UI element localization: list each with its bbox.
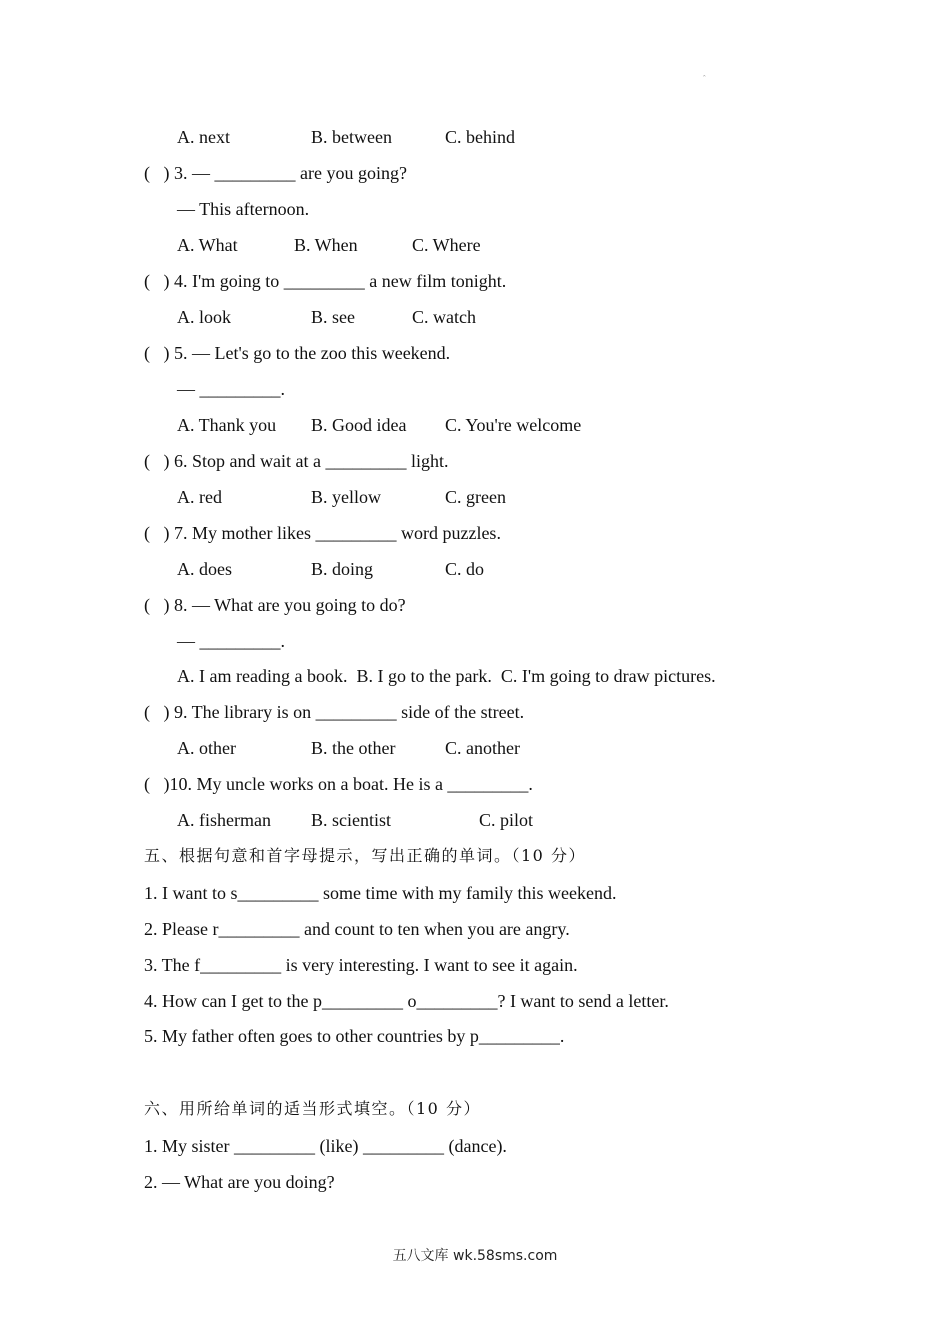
q2-option-c: C. behind [445, 127, 515, 147]
q7-option-c: C. do [445, 559, 485, 579]
section5-item-1: 1. I want to s_________ some time with my family this weekend. [144, 883, 617, 903]
q3-stem: ( ) 3. — _________ are you going? [144, 163, 407, 183]
section5-title: 五、根据句意和首字母提示，写出正确的单词。（10 分） [144, 846, 586, 865]
q7-option-a: A. does [177, 559, 232, 579]
q6-option-b: B. yellow [311, 487, 381, 507]
q9-stem: ( ) 9. The library is on _________ side of the street. [144, 702, 525, 722]
header-mark: ˆ [703, 74, 706, 83]
q2-option-b: B. between [311, 127, 392, 147]
q4-option-a: A. look [177, 307, 231, 327]
q3-option-a: A. What [177, 235, 238, 255]
q5-option-a: A. Thank you [177, 415, 277, 435]
q10-option-b: B. scientist [311, 810, 391, 830]
section5-item-2: 2. Please r_________ and count to ten when you are angry. [144, 919, 570, 939]
section5-item-5: 5. My father often goes to other countries by p_________. [144, 1026, 565, 1046]
section5-item-4: 4. How can I get to the p_________ o_________? I want to send a letter. [144, 991, 669, 1011]
q8-stem: ( ) 8. — What are you going to do? [144, 595, 406, 615]
q2-option-a: A. next [177, 127, 230, 147]
section6-item-1: 1. My sister _________ (like) _________ (dance). [144, 1136, 507, 1156]
q7-stem: ( ) 7. My mother likes _________ word puzzles. [144, 523, 501, 543]
q4-option-b: B. see [311, 307, 355, 327]
q3-reply: — This afternoon. [177, 199, 310, 219]
section5-item-3: 3. The f_________ is very interesting. I want to see it again. [144, 955, 578, 975]
q9-option-b: B. the other [311, 738, 396, 758]
q4-option-c: C. watch [412, 307, 476, 327]
q10-stem: ( )10. My uncle works on a boat. He is a _________. [144, 774, 533, 794]
q3-option-b: B. When [294, 235, 358, 255]
q5-option-b: B. Good idea [311, 415, 407, 435]
q8-reply: — _________. [177, 631, 285, 651]
q4-stem: ( ) 4. I'm going to _________ a new film tonight. [144, 271, 507, 291]
q9-option-c: C. another [445, 738, 520, 758]
q5-stem: ( ) 5. — Let's go to the zoo this weekend. [144, 343, 451, 363]
section6-item-2: 2. — What are you doing? [144, 1172, 335, 1192]
section6-title: 六、用所给单词的适当形式填空。（10 分） [144, 1099, 481, 1118]
q10-option-a: A. fisherman [177, 810, 271, 830]
q5-reply: — _________. [177, 379, 285, 399]
q6-option-c: C. green [445, 487, 506, 507]
q9-option-a: A. other [177, 738, 236, 758]
q7-option-b: B. doing [311, 559, 374, 579]
q8-options: A. I am reading a book. B. I go to the park. C. I'm going to draw pictures. [177, 666, 716, 686]
q6-option-a: A. red [177, 487, 222, 507]
q10-option-c: C. pilot [479, 810, 534, 830]
footer-watermark: 五八文库 wk.58sms.com [392, 1248, 558, 1264]
q6-stem: ( ) 6. Stop and wait at a _________ light. [144, 451, 449, 471]
q3-option-c: C. Where [412, 235, 481, 255]
q5-option-c: C. You're welcome [445, 415, 582, 435]
